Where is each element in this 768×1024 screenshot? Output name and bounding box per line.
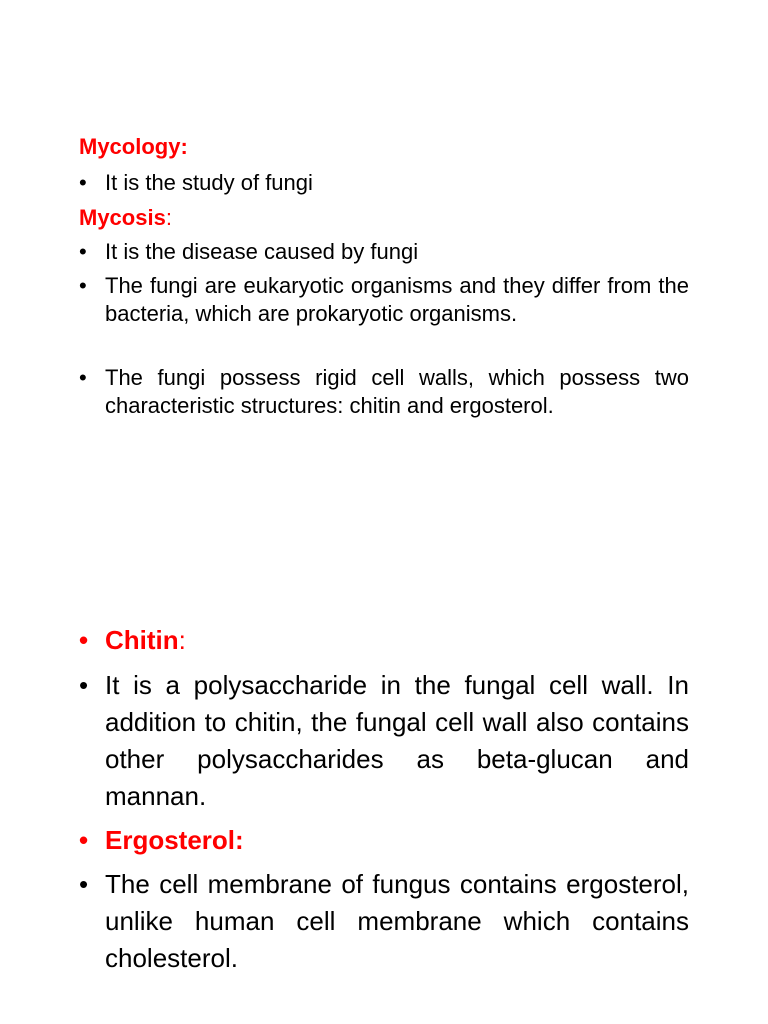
heading-mycosis: [79, 204, 172, 232]
bullet-mycology-definition: [79, 169, 689, 197]
bullet-eukaryotic: [79, 272, 689, 328]
bullet-ergosterol-description: [79, 866, 689, 977]
heading-chitin-colon: :: [178, 625, 186, 655]
heading-mycosis-colon: :: [165, 205, 172, 230]
heading-ergosterol: [79, 823, 689, 857]
bullet-text: It is the study of fungi: [105, 170, 313, 195]
bullet-text: It is a polysaccharide in the fungal cell wall. In addition to chitin, the fungal cell wall also contains other polysaccharides as beta-glucan and mannan.: [105, 670, 689, 811]
bullet-dot: •: [79, 365, 87, 390]
heading-chitin: [79, 623, 689, 657]
bullet-text: The cell membrane of fungus contains ergosterol, unlike human cell membrane which contains cholesterol.: [105, 869, 689, 973]
heading-chitin-word: Chitin: [105, 625, 179, 655]
bullet-text: It is the disease caused by fungi: [105, 239, 419, 264]
heading-mycology-text: Mycology:: [79, 134, 188, 159]
bullet-dot: •: [79, 273, 87, 298]
bullet-mycosis-definition: [79, 238, 689, 266]
bullet-text: The fungi possess rigid cell walls, which possess two characteristic structures: chitin and ergosterol.: [105, 365, 689, 418]
heading-mycology: [79, 133, 188, 161]
bullet-text: The fungi are eukaryotic organisms and they differ from the bacteria, which are prokaryotic organisms.: [105, 273, 689, 326]
heading-mycosis-text: Mycosis: [79, 205, 166, 230]
bullet-dot: •: [79, 869, 89, 899]
bullet-dot: •: [79, 170, 87, 195]
bullet-dot: •: [79, 625, 89, 655]
bullet-cell-walls: [79, 364, 689, 420]
heading-chitin-text: [105, 623, 689, 657]
bullet-chitin-description: [79, 667, 689, 815]
bullet-dot: •: [79, 239, 87, 264]
slide-chitin-ergosterol: [0, 512, 768, 1024]
bullet-dot: •: [79, 825, 89, 855]
heading-ergosterol-text: Ergosterol:: [105, 825, 244, 855]
bullet-dot: •: [79, 670, 89, 700]
